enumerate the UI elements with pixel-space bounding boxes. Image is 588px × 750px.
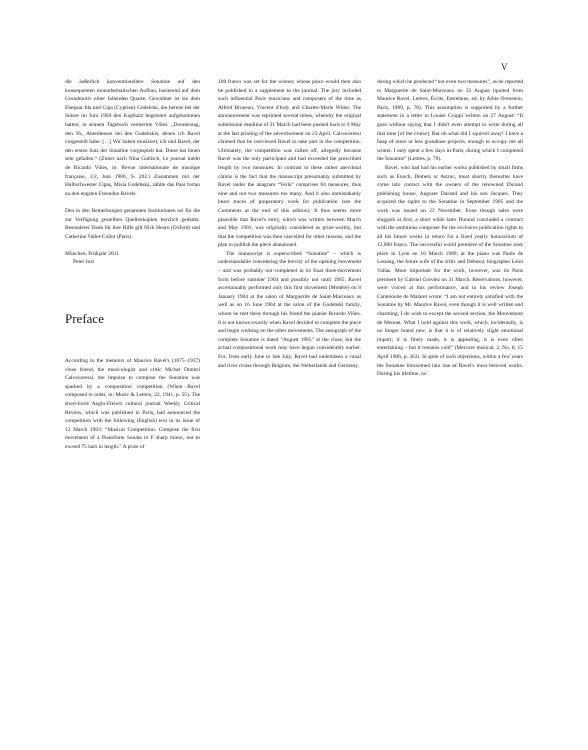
column-middle [218, 78, 361, 370]
german-paragraph-2: Den in den Bemerkungen genannten Institutionen sei für die zur Verfügung gestellten Quellenkopien herzlich gedankt. Besonderer Dank für ihre Hilfe gilt Nick Hearn (Oxford) und Catherine Vallet-Collot (Paris). [65, 207, 200, 240]
preface-paragraph-1-cont: 100 francs was set for the winner, whose piece would then also be published in a supplement to the journal. The jury included such influential Paris musicians and composers of the time as Alfred Bruneau, Vincent d'Indy and Charles-Marie Widor. The announcement was reprinted several times, whereby the original submission deadline of 31 March had been pushed back to 9 May at the last printing of the advertisement on 23 April. Calvocoressi claimed that he convinced Ravel to take part in the competition. Ultimately, the competition was called off, allegedly because Ravel was the only participant and had exceeded the prescribed length by two measures. In contrast to these rather anecdotal claims is the fact that the manuscript presumably submitted by Ravel under the anagram “Verla” comprises 84 measures, thus nine and not two measures too many. And it also unmistakably bears traces of preparatory work for publication (see the Comments at the end of this edition). It thus seems more plausible that Ravel's entry, which was written between March and May 1903, was originally considered as prize-worthy, but that the competition was then cancelled for other reasons, and the plan to publish the piece abandoned. [218, 79, 361, 249]
signature-place-date: München, Frühjahr 2011 [65, 250, 120, 257]
german-paragraph-1: die äußerlich konventionellere Sonatine auf den konsequenten monothematischen Aufbau, basierend auf dem Grundmotiv einer fallenden Quarte. Gewidmet ist sie dem Ehepaar Ida und Cipa (Cyprien) Godebski, die bereits bei der Soiree im Juni 1904 den Kopfsatz begeistert aufgenommen hatten; in seinem Tagebuch vermerkte Viñes: „Donnerstag, den 16., Abendessen bei den Godebskis, denen ich Ravel vorgestellt habe. […] Wir haben musiziert, ich und Ravel, der den ersten Satz der Sonatine vorgespielt hat. Diese hat ihnen sehr gefallen.“ (Zitiert nach Nina Gubisch, Le journal inédit de Ricardo Viñes, in: Revue internationale de musique française, 1/2, Juni 1980, S. 202.) Zusammen mit der Halbschwester Cipas, Misia Godebska, zählte das Paar fortan zu den engsten Freunden Ravels. [65, 79, 200, 197]
preface-paragraph-1: According to the memoirs of Maurice Ravel's (1875–1937) close friend, the musicologist and critic Michel Dimitri Calvocoressi, the impulse to compose the Sonatine was sparked by a composition competition (When Ravel composed to order, in: Music & Letters, 22, 1941, p. 55). The short-lived Anglo-French cultural journal Weekly Critical Review, which was published in Paris, had announced the competition with the following (English) text in its issue of 12 March 1903: “Musical Competition. Compose the first movement of a Pianoforte Sonata in F sharp minor, not to exceed 75 bars in length.” A prize of [65, 358, 200, 450]
page-number: V [501, 62, 508, 72]
preface-paragraph-2: The manuscript is superscribed “Sonatine” – which is understandable considering the brevity of the opening movement – and was probably not completed in its final three-movement form before summer 1904 and possibly not until 1905. Ravel ascertainably performed only this first movement (Modéré) on 8 January 1904 at the salon of Marguerite de Saint-Marceaux as well as on 16 June 1904 at the salon of the Godebski family, whom he met there through his friend the pianist Ricardo Viñes. It is not known exactly when Ravel decided to complete the piece and begin working on the other movements. The autograph of the complete Sonatine is dated “August 1905” at the close, but the actual compositional work may have begun considerably earlier. For, from early June to late July, Ravel had undertaken a canal and river cruise through Belgium, the Netherlands and Germany, [218, 250, 361, 369]
column-left [65, 78, 200, 452]
signature-name: Peter Jost [73, 259, 94, 266]
preface-paragraph-3: Ravel, who had had his earlier works published by small firms such as Enoch, Demets or Astruc, must shortly thereafter have come into contact with the owners of the renowned Durand publishing house, Auguste Durand and his son Jacques. They acquired the rights to the Sonatine in September 1905 and the work was issued on 23 November. Even though sales were sluggish at first, a short while later Durand concluded a contract with the ambitious composer for the exclusive publication rights to all his future works in return for a fixed yearly honorarium of 12,000 francs. The successful world premiere of the Sonatine took place in Lyon on 10 March 1906; at the piano was Paule de Lestang, the future wife of the critic and Debussy biographer Léon Vallas. More important for the work, however, was its Paris premiere by Gabriel Grovlez on 31 March. Reservations, however, were voiced at this performance, and in his review Joseph Canteloube de Malaret wrote: “I am not entirely satisfied with the Sonatine by Mr. Maurice Ravel, even though it is well written and charming; I do wish to except the second section, the Mouvement de Menuet. What I hold against this work, which, incidentally, is no longer brand new, is that it is of relatively slight emotional import; it is finely made, it is appealing, it is even often entertaining – but it remains cold” (Mercure musical, 2, No. 8, 15 April 1906, p. 363). In spite of such objections, within a few years the Sonatine blossomed into one of Ravel's most beloved works. During his lifetime, no [377, 164, 523, 378]
column-right [377, 78, 523, 379]
preface-heading: Preface [65, 311, 104, 327]
preface-paragraph-2-cont: during which he produced “not even two measures”, as he reported to Marguerite de Saint-Marceaux on 23 August (quoted from Maurice Ravel. Lettres, Écrits, Entretiens, ed. by Arbie Orenstein, Paris, 1989, p. 78). This assumption is supported by a further statement in a letter to Louise Cruppi written on 27 August: “It goes without saying that I didn't even attempt to write during all that time [of the cruise]. But oh what did I squirrel away! I have a heap of more or less grandiose projects, enough to occupy me all winter. I only spent a few days in Paris, during which I completed the Sonatine” (Lettres, p. 79). [377, 79, 524, 163]
